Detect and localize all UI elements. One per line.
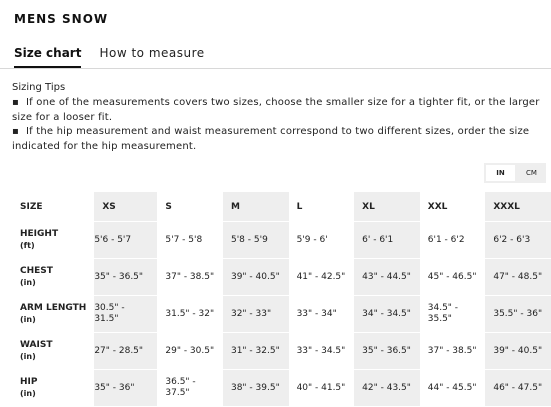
table-cell — [485, 222, 551, 259]
table-row — [14, 333, 551, 370]
size-column-header: S — [157, 192, 223, 222]
row-label — [14, 333, 94, 370]
table-cell — [157, 259, 223, 296]
row-label-text: CHEST — [20, 266, 53, 276]
table-row — [14, 259, 551, 296]
sizing-tips-list — [12, 96, 548, 154]
sizing-tip — [12, 96, 548, 125]
cell-value: 6'2 - 6'3 — [493, 235, 531, 245]
unit-cm-button[interactable]: CM — [526, 169, 537, 177]
row-label — [14, 259, 94, 296]
cell-value: 35" - 36.5" — [362, 346, 411, 356]
table-cell — [420, 259, 486, 296]
table-cell — [354, 333, 420, 370]
table-cell — [485, 333, 551, 370]
table-row — [14, 296, 551, 333]
cell-value: 33" - 34" — [296, 309, 337, 319]
row-label-text: ARM LENGTH — [20, 303, 87, 313]
cell-value: 5'7 - 5'8 — [165, 235, 203, 245]
cell-value: 5'9 - 6' — [296, 235, 328, 245]
cell-value: 36.5" - 37.5" — [165, 377, 196, 398]
cell-value: 40" - 41.5" — [296, 383, 346, 393]
row-label-text: HEIGHT — [20, 229, 59, 239]
cell-value: 41" - 42.5" — [296, 272, 346, 282]
cell-value: 6' - 6'1 — [362, 235, 394, 245]
cell-value: 37" - 38.5" — [427, 346, 477, 356]
row-label — [14, 370, 94, 407]
table-cell — [94, 222, 157, 259]
table-cell — [485, 296, 551, 333]
table-header-row — [14, 192, 551, 222]
sizing-tip-text: If one of the measurements covers two sizes, choose the smaller size for a tighter fit, or the larger size for a looser fit. — [12, 97, 540, 123]
table-cell — [485, 370, 551, 407]
cell-value: 31" - 32.5" — [230, 346, 280, 356]
table-cell — [157, 333, 223, 370]
cell-value: 31.5" - 32" — [165, 309, 215, 319]
table-cell — [223, 259, 289, 296]
bullet-icon: ▪ — [12, 97, 19, 108]
sizing-tips-heading: Sizing Tips — [12, 82, 66, 93]
cell-value: 33" - 34.5" — [296, 346, 346, 356]
size-chart-table — [14, 192, 551, 407]
cell-value: 47" - 48.5" — [493, 272, 543, 282]
row-unit-text: (in) — [20, 389, 36, 398]
table-cell — [289, 296, 355, 333]
cell-value: 27" - 28.5" — [94, 346, 144, 356]
cell-value: 34.5" - 35.5" — [427, 303, 459, 324]
cell-value: 42" - 43.5" — [362, 383, 411, 393]
table-cell — [94, 370, 157, 407]
table-cell — [485, 259, 551, 296]
table-cell — [354, 296, 420, 333]
size-column-header: L — [289, 192, 355, 222]
cell-value: 45" - 46.5" — [427, 272, 477, 282]
table-cell — [157, 296, 223, 333]
table-cell — [289, 370, 355, 407]
unit-toggle — [484, 163, 546, 183]
table-cell — [94, 259, 157, 296]
cell-value: 35.5" - 36" — [493, 309, 543, 319]
row-unit-text: (in) — [20, 278, 36, 287]
table-cell — [289, 259, 355, 296]
cell-value: 34" - 34.5" — [362, 309, 411, 319]
size-column-header: M — [223, 192, 289, 222]
table-cell — [223, 370, 289, 407]
table-cell — [157, 370, 223, 407]
cell-value: 37" - 38.5" — [165, 272, 215, 282]
unit-in-button[interactable]: IN — [486, 165, 515, 181]
table-cell — [420, 333, 486, 370]
size-column-header: XXL — [420, 192, 486, 222]
size-column-header: XL — [354, 192, 420, 222]
table-cell — [354, 222, 420, 259]
table-cell — [289, 222, 355, 259]
cell-value: 29" - 30.5" — [165, 346, 215, 356]
cell-value: 38" - 39.5" — [230, 383, 280, 393]
row-label-text: WAIST — [20, 340, 53, 350]
table-cell — [223, 222, 289, 259]
row-label-text: HIP — [20, 377, 38, 387]
size-column-header: XS — [94, 192, 157, 222]
cell-value: 39" - 40.5" — [230, 272, 280, 282]
cell-value: 5'8 - 5'9 — [230, 235, 268, 245]
cell-value: 35" - 36.5" — [94, 272, 144, 282]
tab-size-chart[interactable]: Size chart — [14, 46, 81, 68]
table-cell — [223, 333, 289, 370]
table-cell — [289, 333, 355, 370]
table-cell — [420, 296, 486, 333]
page-title: MENS SNOW — [14, 12, 109, 26]
table-row — [14, 222, 551, 259]
table-cell — [223, 296, 289, 333]
sizing-tip-text: If the hip measurement and waist measurement correspond to two different sizes, order the size indicated for the hip measurement. — [12, 126, 530, 152]
row-label — [14, 222, 94, 259]
sizing-tip — [12, 125, 548, 154]
table-cell — [420, 222, 486, 259]
cell-value: 44" - 45.5" — [427, 383, 477, 393]
table-row — [14, 370, 551, 407]
tab-divider — [0, 68, 551, 69]
row-label — [14, 296, 94, 333]
cell-value: 32" - 33" — [230, 309, 272, 319]
cell-value: 46" - 47.5" — [493, 383, 543, 393]
cell-value: 30.5" - 31.5" — [94, 303, 125, 324]
table-cell — [354, 370, 420, 407]
row-unit-text: (in) — [20, 352, 36, 361]
cell-value: 39" - 40.5" — [493, 346, 543, 356]
size-column-header: XXXL — [485, 192, 551, 222]
cell-value: 6'1 - 6'2 — [427, 235, 465, 245]
table-cell — [354, 259, 420, 296]
size-column-header: SIZE — [14, 192, 94, 222]
cell-value: 35" - 36" — [94, 383, 135, 393]
table-cell — [157, 222, 223, 259]
tab-how-to-measure[interactable]: How to measure — [99, 46, 205, 60]
row-unit-text: (in) — [20, 315, 36, 324]
tab-bar — [14, 46, 205, 68]
cell-value: 5'6 - 5'7 — [94, 235, 132, 245]
bullet-icon: ▪ — [12, 126, 19, 137]
table-cell — [420, 370, 486, 407]
cell-value: 43" - 44.5" — [362, 272, 411, 282]
row-unit-text: (ft) — [20, 241, 35, 250]
table-cell — [94, 296, 157, 333]
table-cell — [94, 333, 157, 370]
